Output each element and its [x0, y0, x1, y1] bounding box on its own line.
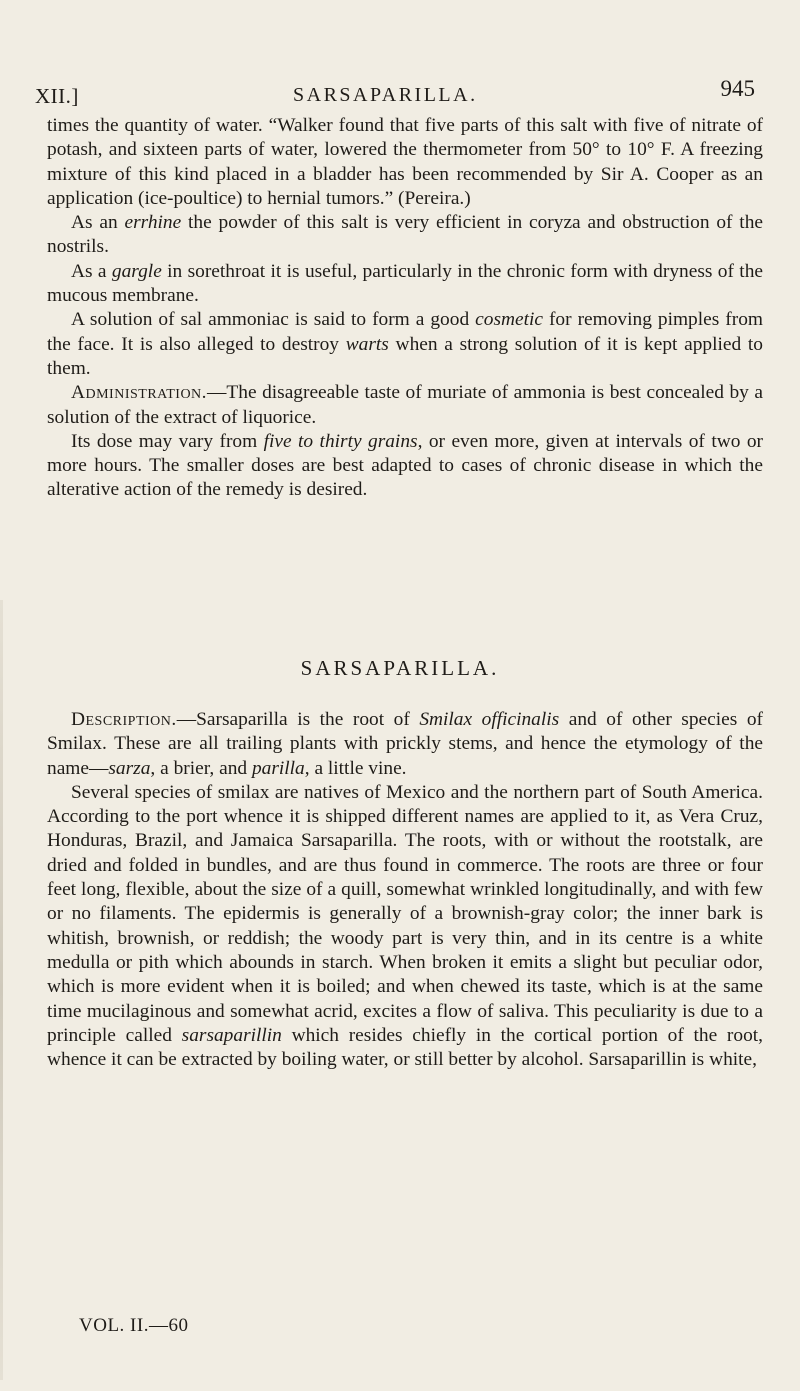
section-heading: SARSAPARILLA.: [300, 656, 500, 680]
page-gutter-shadow: [0, 600, 3, 1380]
run-in-heading: Administration.: [71, 382, 208, 404]
paragraph-errhine: As an errhine the powder of this salt is very efficient in coryza and obstruction of the nostrils.: [47, 212, 763, 258]
signature-mark: VOL. II.—60: [79, 1315, 189, 1336]
paragraph-description: Description.—Sarsaparilla is the root of Smilax officinalis and of other species of Smilax. These are all trailing plants with prickly stems, and hence the etymology of the name—sarza, a brier, and parilla, a little vine.: [47, 709, 763, 779]
paragraph-gargle: As a gargle in sorethroat it is useful, particularly in the chronic form with dryness of the mucous membrane.: [47, 260, 763, 307]
section-continuation: [47, 114, 763, 503]
paragraph-cosmetic: A solution of sal ammoniac is said to form a good cosmetic for removing pimples from the face. It is also alleged to destroy warts when a strong solution of it is kept applied to them.: [47, 309, 764, 379]
paragraph-administration: Administration.—The disagreeable taste of muriate of ammonia is best concealed by a solution of the extract of liquorice.: [47, 382, 763, 428]
running-header: [35, 76, 755, 116]
running-title: SARSAPARILLA.: [293, 84, 478, 106]
page-number: 945: [720, 76, 755, 101]
paragraph-dose: Its dose may vary from five to thirty grains, or even more, given at intervals of two or more hours. The smaller doses are best adapted to cases of chronic disease in which the alterative action of the remedy is desired.: [47, 430, 763, 501]
paragraph: times the quantity of water. “Walker found that five parts of this salt with five of nitrate of potash, and sixteen parts of water, lowered the thermometer from 50° to 10° F. A freezing mixture of this kind placed in a bladder has been recommended by Sir A. Cooper as an application (ice-poultice) to hernial tumors.” (Pereira.): [47, 115, 763, 209]
chapter-number: XII.]: [35, 84, 79, 108]
run-in-heading: Description.: [71, 709, 177, 730]
section-sarsaparilla: [47, 708, 763, 1072]
paragraph-species: Several species of smilax are natives of Mexico and the northern part of South America. According to the port whence it is shipped different names are applied to it, as Vera Cruz, Honduras, Brazil, and Jamaica Sarsaparilla. The roots, with or without the rootstalk, are dried and folded in bundles, and are thus found in commerce. The roots are three or four feet long, flexible, about the size of a quill, somewhat wrinkled longitudinally, and with few or no filaments. The epidermis is generally of a brownish-gray color; the inner bark is whitish, brownish, or reddish; the woody part is very thin, and in its centre is a white medulla or pith which abounds in starch. When broken it emits a slight but peculiar odor, which is more evident when it is boiled; and when chewed its taste, which is at the same time mucilaginous and somewhat acrid, excites a flow of saliva. This peculiarity is due to a principle called sarsaparillin which resides chiefly in the cortical portion of the root, whence it can be extracted by boiling water, or still better by alcohol. Sarsaparillin is white,: [47, 781, 764, 1071]
